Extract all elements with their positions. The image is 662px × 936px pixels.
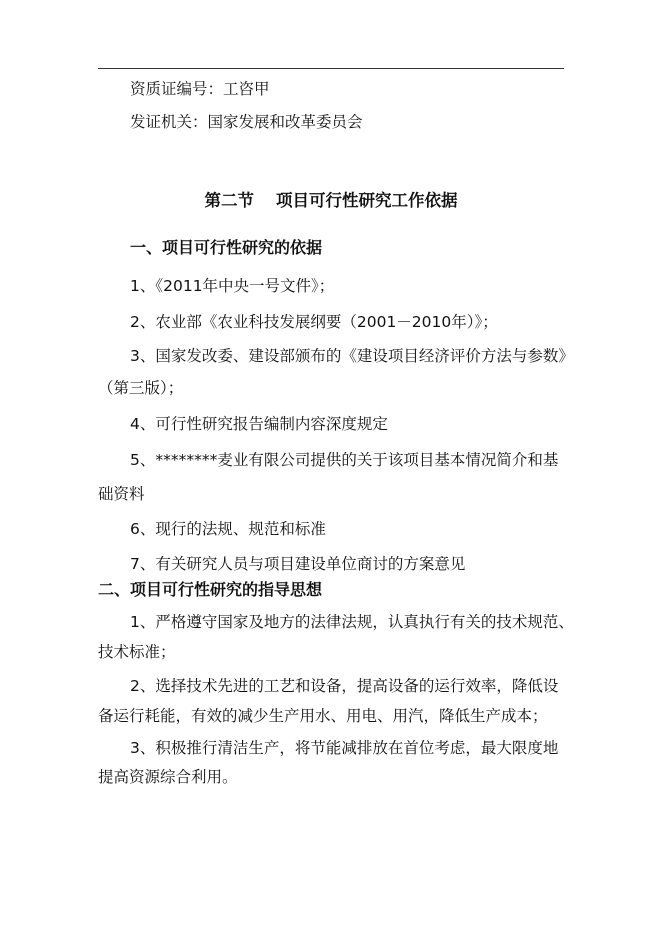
guidance-item-3: 3、积极推行清洁生产，将节能减排放在首位考虑，最大限度地 bbox=[130, 739, 559, 757]
qualification-number: 资质证编号：工咨甲 bbox=[130, 80, 270, 98]
guidance-item-2: 2、选择技术先进的工艺和设备，提高设备的运行效率，降低设 bbox=[130, 677, 559, 695]
header-rule bbox=[98, 68, 564, 69]
section-title-text: 项目可行性研究工作依据 bbox=[276, 191, 458, 210]
basis-item-6: 6、现行的法规、规范和标准 bbox=[130, 520, 326, 538]
basis-item-4: 4、可行性研究报告编制内容深度规定 bbox=[130, 415, 388, 433]
issuing-authority: 发证机关：国家发展和改革委员会 bbox=[130, 113, 363, 131]
section-number: 第二节 bbox=[204, 191, 254, 210]
basis-item-5: 5、********麦业有限公司提供的关于该项目基本情况简介和基 bbox=[130, 451, 559, 469]
guidance-item-2-cont: 备运行耗能，有效的减少生产用水、用电、用汽，降低生产成本； bbox=[98, 707, 548, 725]
guidance-item-1-cont: 技术标准； bbox=[98, 643, 176, 661]
guidance-item-1: 1、严格遵守国家及地方的法律法规，认真执行有关的技术规范、 bbox=[130, 613, 574, 631]
basis-item-2: 2、农业部《农业科技发展纲要（2001－2010年）》； bbox=[130, 313, 498, 331]
basis-heading: 一、项目可行性研究的依据 bbox=[130, 238, 323, 257]
guidance-heading: 二、项目可行性研究的指导思想 bbox=[98, 580, 323, 599]
basis-item-5-cont: 础资料 bbox=[98, 485, 145, 503]
basis-item-3: 3、国家发改委、建设部颁布的《建设项目经济评价方法与参数》 bbox=[130, 347, 574, 365]
basis-item-1: 1、《2011年中央一号文件》； bbox=[130, 277, 335, 295]
basis-item-3-cont: （第三版）； bbox=[98, 379, 184, 397]
guidance-item-3-cont: 提高资源综合利用。 bbox=[98, 768, 238, 786]
section-title bbox=[0, 190, 662, 212]
basis-item-7: 7、有关研究人员与项目建设单位商讨的方案意见 bbox=[130, 555, 466, 573]
